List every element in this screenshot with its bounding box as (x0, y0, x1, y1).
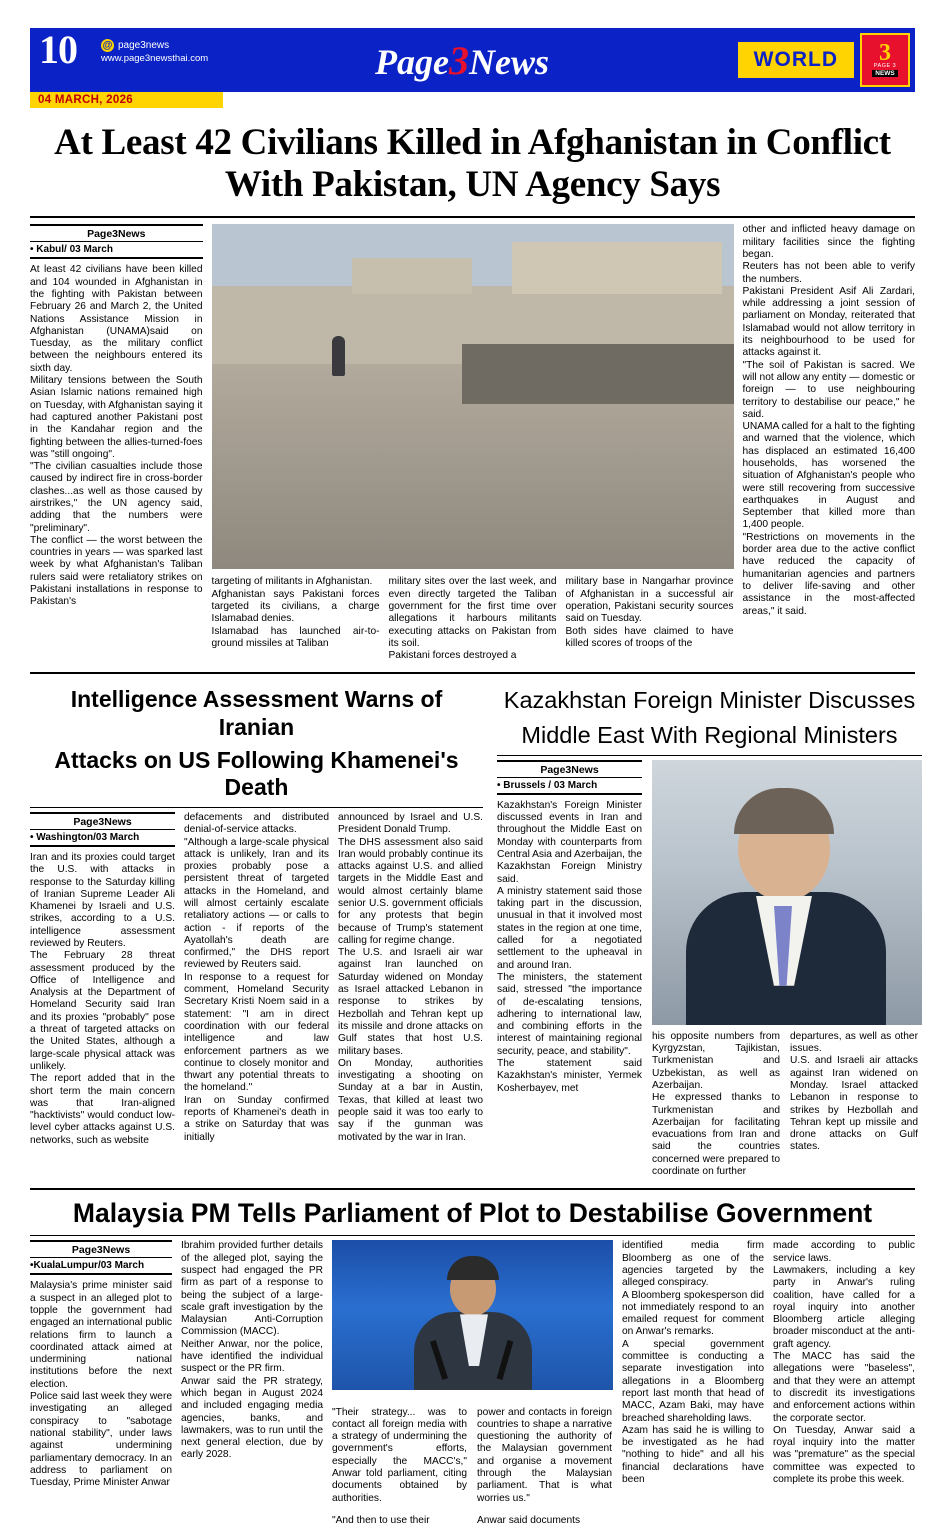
corner-logo-page3: PAGE 3 (873, 63, 897, 69)
divider (30, 1188, 915, 1190)
lead-subcolumns (212, 576, 734, 662)
masthead-center (229, 29, 695, 91)
byline-source: Page3News (73, 815, 132, 828)
lead-story (30, 224, 915, 662)
masthead-right (695, 29, 914, 91)
lead-photo (212, 224, 734, 569)
malaysia-body-col1: Malaysia's prime minister said a suspect in an alleged plot to topple the government had engaged an international public relations firm to launch a coordinated attack aimed at undermining national institutions before the next election. Police said last week they were investigating an alleged conspiracy to "sabotage national stability", under laws against undermining parliamentary democracy. In an address to parliament on Tuesday, Prime Minister Anwar (30, 1280, 172, 1489)
story-kazakhstan (497, 686, 922, 1178)
iran-col-1 (30, 812, 175, 1147)
kazakh-headline-line1: Kazakhstan Foreign Minister Discusses (503, 687, 916, 714)
iran-body-col1: Iran and its proxies could target the U.S. with attacks in response to the Saturday killing of Iranian Supreme Leader Ali Khamenei by Israeli and U.S. strikes, according to a U.S. intelligence assessment reviewed by Reuters. The February 28 threat assessment produced by the Office of Intelligence and Analysis at the Department of Homeland Security said Iran and its proxies "probably" pose a threat of targeted attacks on the United States, although a large-scale physical attack was unlikely. The report added that in the short term the main concern was that Iran-aligned "hacktivists" would conduct low-level cyber attacks against U.S. networks, such as website (30, 851, 175, 1146)
lead-body-col4: military base in Nangarhar province of Afghanistan in a successful air operation, Pakistani security sources said on Tuesday. Both sides have claimed to have killed scores of troops of the (565, 576, 734, 649)
social-row (101, 39, 229, 52)
byline-block (497, 760, 642, 795)
lead-body-col5: other and inflicted heavy damage on military facilities since the fighting began. Reuters has not been able to verify the numbers. Pakistani President Asif Ali Zardari, while addressing a joint session of parliament on Monday, reiterated that Islamabad would not allow territory in its neighbourhood to be used for attacks against it. "The soil of Pakistan is sacred. We will not allow any entity — domestic or foreign — to use neighbouring territory to destabilise our peace," he said. UNAMA called for a halt to the fighting and warned that the violence, which has displaced an estimated 16,400 households, has worsened the situation of Afghanistan's people who were still recovering from successive earthquakes in August and September that killed more than 1,400 people. "Restrictions on movements in the border area due to the active conflict have reduced the capacity of humanitarian agencies and partners to deliver life-saving and other assistance in the most-affected areas," it said. (742, 224, 915, 617)
iran-body-col2: defacements and distributed denial-of-service attacks. "Although a large-scale physical attack is unlikely, Iran and its proxies probably pose a persistent threat of targeted attacks in the Homeland, and will almost certainly escalate retaliatory actions — or calls to action - if reports of the Ayatollah's death are confirmed," the DHS report reviewed by Reuters said. In response to a request for comment, Homeland Security Secretary Kristi Noem said in a statement: "I am in direct coordination with our federal intelligence and law enforcement partners as we continue to closely monitor and thwart any potential threats to the homeland." Iran on Sunday confirmed reports of Khamenei's death in a strike on Saturday that was initially (184, 811, 329, 1143)
byline-location: • Kabul/ 03 March (30, 244, 113, 256)
byline-location: • Brussels / 03 March (497, 779, 598, 791)
mid-section (30, 686, 918, 1178)
lead-headline: At Least 42 Civilians Killed in Afghanistan in Conflict With Pakistan, UN Agency Says (54, 122, 891, 206)
lead-body-col2: targeting of militants in Afghanistan. Afghanistan says Pakistani forces targeted its civilians, a charge Islamabad denies. Islamabad has launched air-to-ground missiles at Taliban (211, 576, 380, 649)
iran-headline-line2: Attacks on US Following Khamenei's Death (54, 746, 459, 800)
byline-source: Page3News (540, 763, 599, 776)
social-handle: page3news (118, 40, 170, 51)
malaysia-body-col2: Ibrahim provided further details of the alleged plot, saying the suspect had engaged the PR firm as part of a response to being the subject of a large-scale graft investigation by the Malaysian Anti-Corruption Commission (MACC). Neither Anwar, nor the police, have identified the individual suspect or the PR firm. Anwar said the PR strategy, which began in August 2024 and included engaging media agencies, banks, and lawmakers, was to run until the next general election, due by early 2028. (181, 1240, 323, 1461)
iran-headline-line1: Intelligence Assessment Warns of Iranian (70, 686, 443, 740)
at-icon: @ (102, 40, 113, 51)
malaysia-body-col5: made according to public service laws. Lawmakers, including a key party in Anwar's ruling coalition, have called for a royal inquiry into another Bloomberg article alleging broader misconduct at the anti-graft agency. The MACC has said the allegations were "baseless", and that they were an attempt to discredit its investigations and enforcement actions within the corporate sector. On Tuesday, Anwar said a royal inquiry into the matter was "premature" as the special committee was expected to complete its probe this week. (773, 1240, 915, 1485)
lead-col-1 (30, 224, 203, 608)
logo-text-part1: Page (375, 41, 449, 82)
byline-block (30, 1240, 172, 1275)
byline-location: • Washington/03 March (30, 831, 140, 843)
malaysia-caption-left: "Their strategy... was to contact all foreign media with a strategy of undermining the government's efforts, especially the MACC's," Anwar told parliament, citing documents obtained by authorities. "And then to use their (332, 1406, 467, 1527)
masthead (30, 28, 915, 92)
iran-columns (30, 812, 483, 1147)
byline-source: Page3News (71, 1244, 131, 1257)
section-badge: WORLD (738, 42, 854, 78)
page-number: 10 (39, 27, 77, 72)
iran-body-col3: announced by Israel and U.S. President Donald Trump. The DHS assessment also said Iran would probably continue its attacks against U.S. and allied targets in the Middle East and would almost certainly blame senior U.S. government officials for any protests that begin because of Trump's statement calling for regime change. The U.S. and Israeli air war against Iran launched on Saturday widened on Monday as Israel attacked Lebanon in response to strikes by Hezbollah and Tehran kept up its missile and drone attacks on Gulf states that host U.S. military bases. On Monday, authorities investigating a shooting on Sunday at a bar in Austin, Texas, that killed at least two people said it was too early to say if the gunman was motivated by the war in Iran. (338, 811, 483, 1143)
logo-text-three: 3 (448, 37, 469, 83)
masthead-left (31, 29, 229, 91)
lead-photo-block (212, 224, 734, 662)
divider (30, 216, 915, 218)
malaysia-col-1 (30, 1240, 172, 1537)
logo-text-part2: News (468, 41, 549, 82)
kazakh-body-col3: departures, as well as other issues. U.S. and Israeli air attacks against Iran widened on Monday. Israel attacked Lebanon in response to strikes by Hezbollah and Tehran kept up missile and drone attacks on Gulf states. (790, 1030, 918, 1153)
malaysia-columns (30, 1240, 915, 1537)
byline-block (30, 224, 203, 259)
byline-block (30, 812, 175, 847)
lead-body-col1: At least 42 civilians have been killed and 104 wounded in Afghanistan in the fighting with Pakistan between February 26 and March 2, the United Nations Assistance Mission in Afghanistan (UNAMA)said on Tuesday, as the military conflict between the neighbours entered its sixth day. Military tensions between the South Asian Islamic nations remained high on Tuesday, with Afghanistan saying it had captured another Pakistani post in the Kandahar region and the fighting between the allies-turned-foes was "still ongoing". "The civilian casualties include those caused by indirect fire in cross-border clashes...as well as those caused by airstrikes," the UN agency said, adding that the numbers were "preliminary". The conflict — the worst between the countries in years — was sparked last week by what Afghanistan's Taliban rulers said were retaliatory strikes on Pakistani installations in response to Pakistan's (30, 264, 203, 608)
lead-body-col3: military sites over the last week, and even directly targeted the Taliban government for the first time over allegations it harbours militants executing attacks on Pakistan from its soil. Pakistani forces destroyed a (388, 576, 557, 662)
corner-logo-icon (860, 33, 910, 87)
publication-logo (375, 37, 549, 84)
kazakh-photo (652, 760, 922, 1025)
kazakh-col-1 (497, 760, 642, 1179)
kazakh-photo-block (652, 760, 922, 1179)
website-url: www.page3newsthai.com (101, 53, 209, 64)
corner-logo-three: 3 (879, 40, 891, 66)
malaysia-body-col4: identified media firm Bloomberg as one of the agencies targeted by the alleged conspiracy. A Bloomberg spokesperson did not immediately respond to an emailed request for comment on Anwar's remarks. A special government committee is conducting a separate investigation into allegations in a Bloomberg report last month that head of MACC, Azam Baki, may have breached shareholding laws. Azam has said he is willing to be investigated as he had "nothing to hide" and all his financial declarations have been (622, 1240, 764, 1485)
kazakh-body-col1: Kazakhstan's Foreign Minister discussed events in Iran and throughout the Middle East on Monday with counterparts from Central Asia and Azerbaijan, the Kazakhstan Foreign Ministry said. A ministry statement said those taking part in the discussion, unusual in that it involved most states in the region at one time, called for a negotiated settlement to the upheaval in and around Iran. The ministers, the statement said, stressed "the importance of de-escalating tensions, adhering to international law, and combining efforts in the interest of maintaining regional security, peace, and stability". The statement said Kazakhstan's minister, Yermek Kosherbayev, met (497, 799, 642, 1094)
corner-logo-news: NEWS (872, 70, 898, 77)
malaysia-headline: Malaysia PM Tells Parliament of Plot to Destabilise Government (72, 1198, 873, 1229)
kazakh-headline-line2: Middle East With Regional Ministers (521, 721, 898, 748)
story-iran (30, 686, 483, 1178)
kazakh-body-col2: his opposite numbers from Kyrgyzstan, Tajikistan, Turkmenistan and Uzbekistan, as well as Azerbaijan. He expressed thanks to Turkmenistan and Azerbaijan for facilitating evacuations from Iran and said the countries concerned were prepared to coordinate on further (652, 1030, 780, 1178)
dateline: 04 MARCH, 2026 (30, 92, 223, 108)
malaysia-photo-block (332, 1240, 613, 1537)
malaysia-photo (332, 1240, 613, 1390)
byline-location: •KualaLumpur/03 March (30, 1260, 145, 1272)
byline-source: Page3News (87, 228, 146, 241)
divider (30, 672, 915, 674)
malaysia-caption-right: power and contacts in foreign countries to shape a narrative questioning the authority of the Malaysian government and organise a movement through the Malaysian parliament. That is what worries us." Anwar said documents (477, 1406, 612, 1527)
